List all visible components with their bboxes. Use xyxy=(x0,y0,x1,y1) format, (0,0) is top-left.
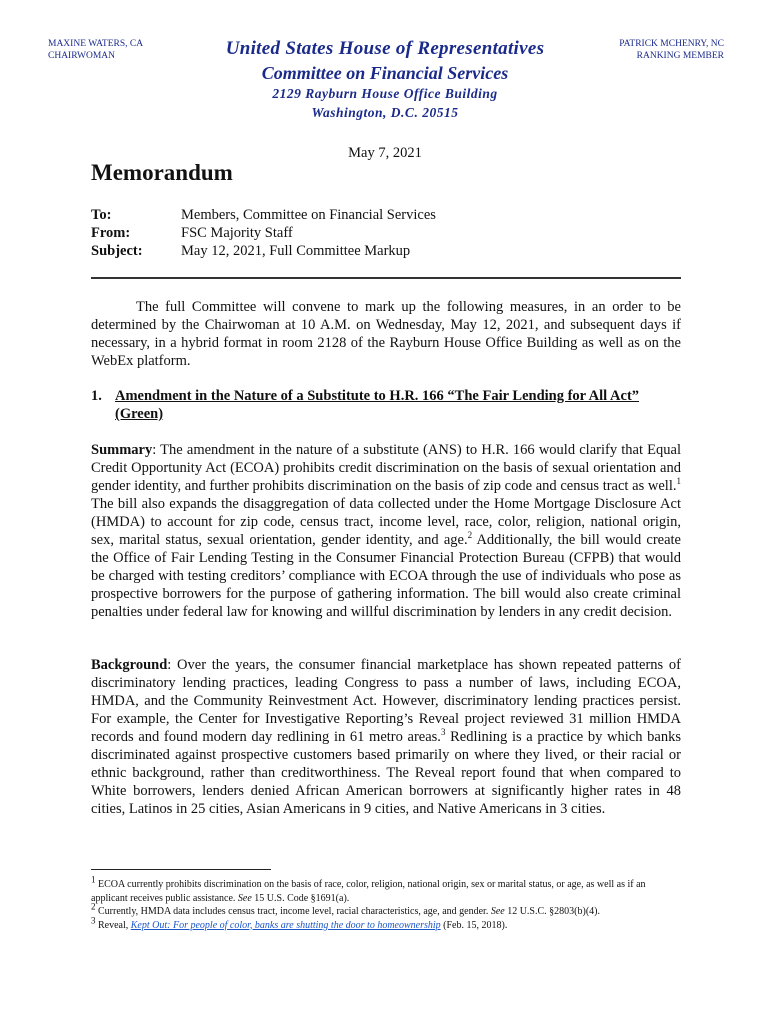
chairwoman-role: CHAIRWOMAN xyxy=(48,51,116,61)
header-divider xyxy=(91,277,681,279)
letterhead-committee: Committee on Financial Services xyxy=(261,63,509,83)
ranking-member-name: PATRICK MCHENRY, NC xyxy=(619,39,724,49)
field-to-label: To: xyxy=(91,207,112,223)
summary-paragraph xyxy=(91,441,681,621)
summary-text-1: : The amendment in the nature of a substitute (ANS) to H.R. 166 would clarify that Equal Credit Opportunity Act (ECOA) prohibits credit discrimination on the basis of sexual orientation and gender identity, and further prohibits discrimination on the basis of zip code and census tract as well. xyxy=(91,442,681,494)
footnote-ref-2[interactable]: 2 xyxy=(467,530,473,541)
section-1-title: Amendment in the Nature of a Substitute to H.R. 166 “The Fair Lending for All Act” (Green) xyxy=(115,388,640,422)
footnote-1 xyxy=(91,874,681,905)
letterhead-house: United States House of Representatives xyxy=(225,38,545,59)
summary-text-2: The bill also expands the disaggregation of data collected under the Home Mortgage Disclosure Act (HMDA) to account for zip code, census tract, income level, race, color, religion, national origin, sex, marital status, sexual orientation, gender identity, and age. xyxy=(91,496,681,548)
field-from xyxy=(91,224,436,242)
memo-date: May 7, 2021 xyxy=(348,145,422,161)
field-subject xyxy=(91,242,436,260)
footnotes xyxy=(91,874,681,932)
field-subject-value: May 12, 2021, Full Committee Markup xyxy=(181,243,411,259)
footnote-divider xyxy=(91,869,271,870)
memo-title: Memorandum xyxy=(91,160,233,185)
memo-header-fields xyxy=(91,206,436,260)
background-paragraph xyxy=(91,656,681,818)
intro-paragraph: The full Committee will convene to mark up the following measures, in an order to be determined by the Chairwoman at 10 A.M. on Wednesday, May 12, 2021, and subsequent days if necessary, in a hybrid format in room 2128 of the Rayburn House Office Building as well as on the WebEx platform. xyxy=(91,299,681,369)
footnote-1-see: See xyxy=(237,892,252,904)
summary-label: Summary xyxy=(91,442,153,458)
background-label: Background xyxy=(91,657,168,673)
footnote-3-prefix: Reveal, xyxy=(95,919,131,931)
section-1-heading xyxy=(91,387,681,422)
field-from-value: FSC Majority Staff xyxy=(181,225,293,241)
ranking-member-role: RANKING MEMBER xyxy=(636,51,724,61)
footnote-2-number: 2 xyxy=(91,901,96,912)
footnote-3 xyxy=(91,915,681,933)
chairwoman-name: MAXINE WATERS, CA xyxy=(48,39,144,49)
footnote-2-see: See xyxy=(490,906,505,917)
footnote-3-number: 3 xyxy=(91,915,96,926)
footnote-2 xyxy=(91,901,681,919)
field-subject-label: Subject: xyxy=(91,243,143,259)
letterhead-address: 2129 Rayburn House Office Building xyxy=(272,86,498,101)
footnote-ref-3[interactable]: 3 xyxy=(440,727,446,738)
footnote-ref-1[interactable]: 1 xyxy=(676,476,681,487)
section-1-number: 1. xyxy=(91,388,102,404)
footnote-3-suffix: (Feb. 15, 2018). xyxy=(440,919,508,931)
footnote-2-cite: 12 U.S.C. §2803(b)(4). xyxy=(504,906,600,917)
field-to-value: Members, Committee on Financial Services xyxy=(181,207,436,223)
letterhead-city: Washington, D.C. 20515 xyxy=(311,105,459,120)
footnote-1-cite: 15 U.S. Code §1691(a). xyxy=(251,892,350,904)
field-to xyxy=(91,206,436,224)
background-text-1: : Over the years, the consumer financial marketplace has shown repeated patterns of discriminatory lending practices, leading Congress to pass a number of laws, including ECOA, HMDA, and the Community Reinvestment Act. However, discriminatory lending practices persist. For example, the Center for Investigative Reporting’s Reveal project reviewed 31 million HMDA records and found modern day redlining in 61 metro areas. xyxy=(91,657,681,745)
summary-text-3: Additionally, the bill would create the Office of Fair Lending Testing in the Consumer Financial Protection Bureau (CFPB) that would be charged with testing creditors’ compliance with ECOA through the use of individuals who pose as prospective borrowers for the purpose of gathering information. The bill would also create criminal penalties under federal law for knowing and willful discrimination by lenders in any credit decision. xyxy=(91,532,681,620)
footnote-2-text: Currently, HMDA data includes census tract, income level, racial characteristics, age, and gender. xyxy=(95,906,491,917)
footnote-3-link[interactable]: Kept Out: For people of color, banks are shutting the door to homeownership xyxy=(130,919,441,931)
footnote-1-text: ECOA currently prohibits discrimination on the basis of race, color, religion, national origin, sex or marital status, or age, as well as if an applicant receives public assistance. xyxy=(91,879,646,904)
field-from-label: From: xyxy=(91,225,131,241)
footnote-1-number: 1 xyxy=(91,874,96,885)
background-text-2: Redlining is a practice by which banks discriminated against prospective customers based primarily on where they lived, or their racial or ethnic background, rather than creditworthiness. The Reveal report found that when compared to White borrowers, lenders denied African American borrowers at significantly higher rates in 48 cities, Latinos in 25 cities, Asian Americans in 9 cities, and Native Americans in 3 cities. xyxy=(91,729,681,817)
